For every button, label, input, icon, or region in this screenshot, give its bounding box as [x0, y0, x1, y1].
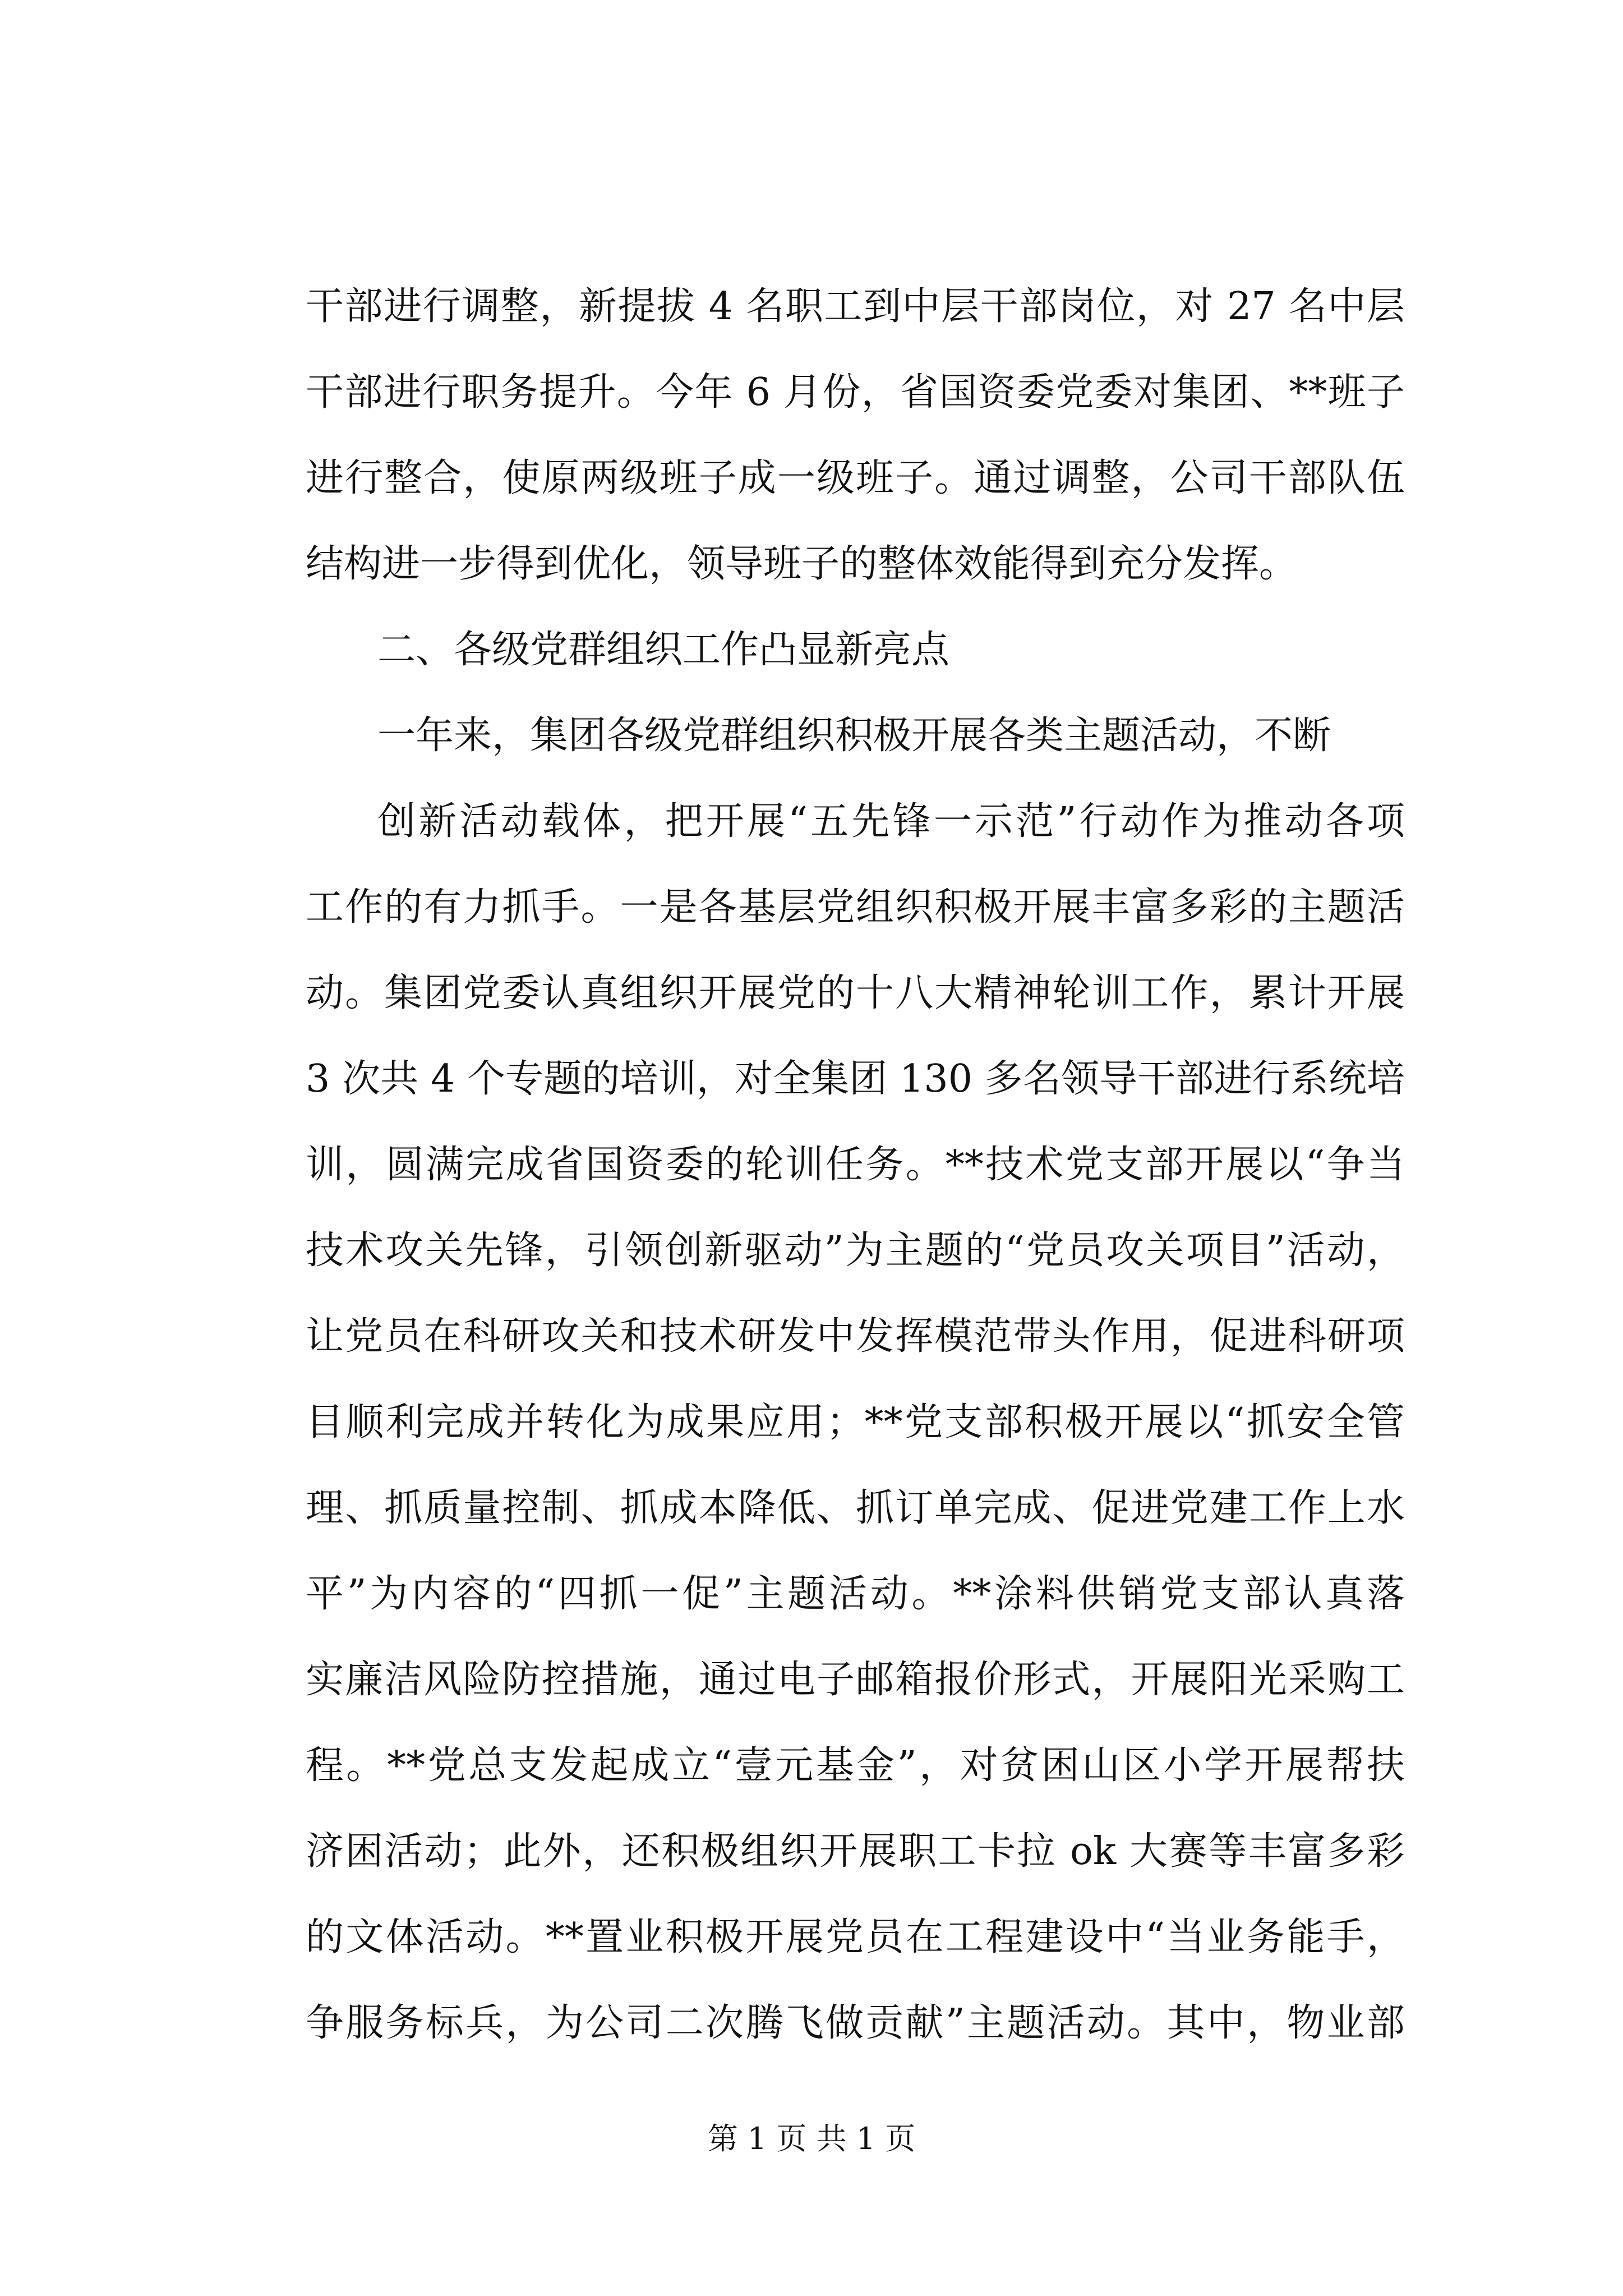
text-line-16: 平”为内容的“四抓一促”主题活动。**涂料供销党支部认真落 — [306, 1572, 1405, 1616]
text-line-13: 让党员在科研攻关和技术研发中发挥模范带头作用，促进科研项 — [306, 1314, 1405, 1359]
text-line-14: 目顺利完成并转化为成果应用；**党支部积极开展以“抓安全管 — [306, 1400, 1405, 1444]
text-line-2: 干部进行职务提升。今年 6 月份，省国资委党委对集团、**班子 — [306, 370, 1405, 415]
text-line-9: 动。集团党委认真组织开展党的十八大精神轮训工作，累计开展 — [306, 971, 1405, 1015]
text-line-18: 程。**党总支发起成立“壹元基金”，对贫困山区小学开展帮扶 — [306, 1743, 1405, 1788]
text-line-4: 结构进一步得到优化，领导班子的整体效能得到充分发挥。 — [306, 542, 1298, 586]
text-line-20: 的文体活动。**置业积极开展党员在工程建设中“当业务能手， — [306, 1915, 1405, 1959]
page-footer: 第 1 页 共 1 页 — [707, 2121, 916, 2156]
section-heading: 二、各级党群组织工作凸显新亮点 — [377, 628, 950, 672]
text-line-11: 训，圆满完成省国资委的轮训任务。**技术党支部开展以“争当 — [306, 1143, 1405, 1187]
document-body — [306, 264, 1405, 2066]
text-line-19: 济困活动；此外，还积极组织开展职工卡拉 ok 大赛等丰富多彩 — [306, 1829, 1405, 1874]
text-line-3: 进行整合，使原两级班子成一级班子。通过调整，公司干部队伍 — [306, 456, 1405, 500]
text-line-17: 实廉洁风险防控措施，通过电子邮箱报价形式，开展阳光采购工 — [306, 1658, 1405, 1702]
text-line-7: 创新活动载体，把开展“五先锋一示范”行动作为推动各项 — [377, 799, 1405, 844]
text-line-15: 理、抓质量控制、抓成本降低、抓订单完成、促进党建工作上水 — [306, 1486, 1405, 1530]
text-line-21: 争服务标兵，为公司二次腾飞做贡献”主题活动。其中，物业部 — [306, 2001, 1405, 2045]
text-line-1: 干部进行调整，新提拔 4 名职工到中层干部岗位，对 27 名中层 — [306, 284, 1405, 329]
text-line-6: 一年来，集团各级党群组织积极开展各类主题活动，不断 — [377, 714, 1331, 758]
text-line-10: 3 次共 4 个专题的培训，对全集团 130 多名领导干部进行系统培 — [306, 1057, 1405, 1101]
text-line-8: 工作的有力抓手。一是各基层党组织积极开展丰富多彩的主题活 — [306, 885, 1405, 930]
text-line-12: 技术攻关先锋，引领创新驱动”为主题的“党员攻关项目”活动， — [306, 1228, 1405, 1273]
